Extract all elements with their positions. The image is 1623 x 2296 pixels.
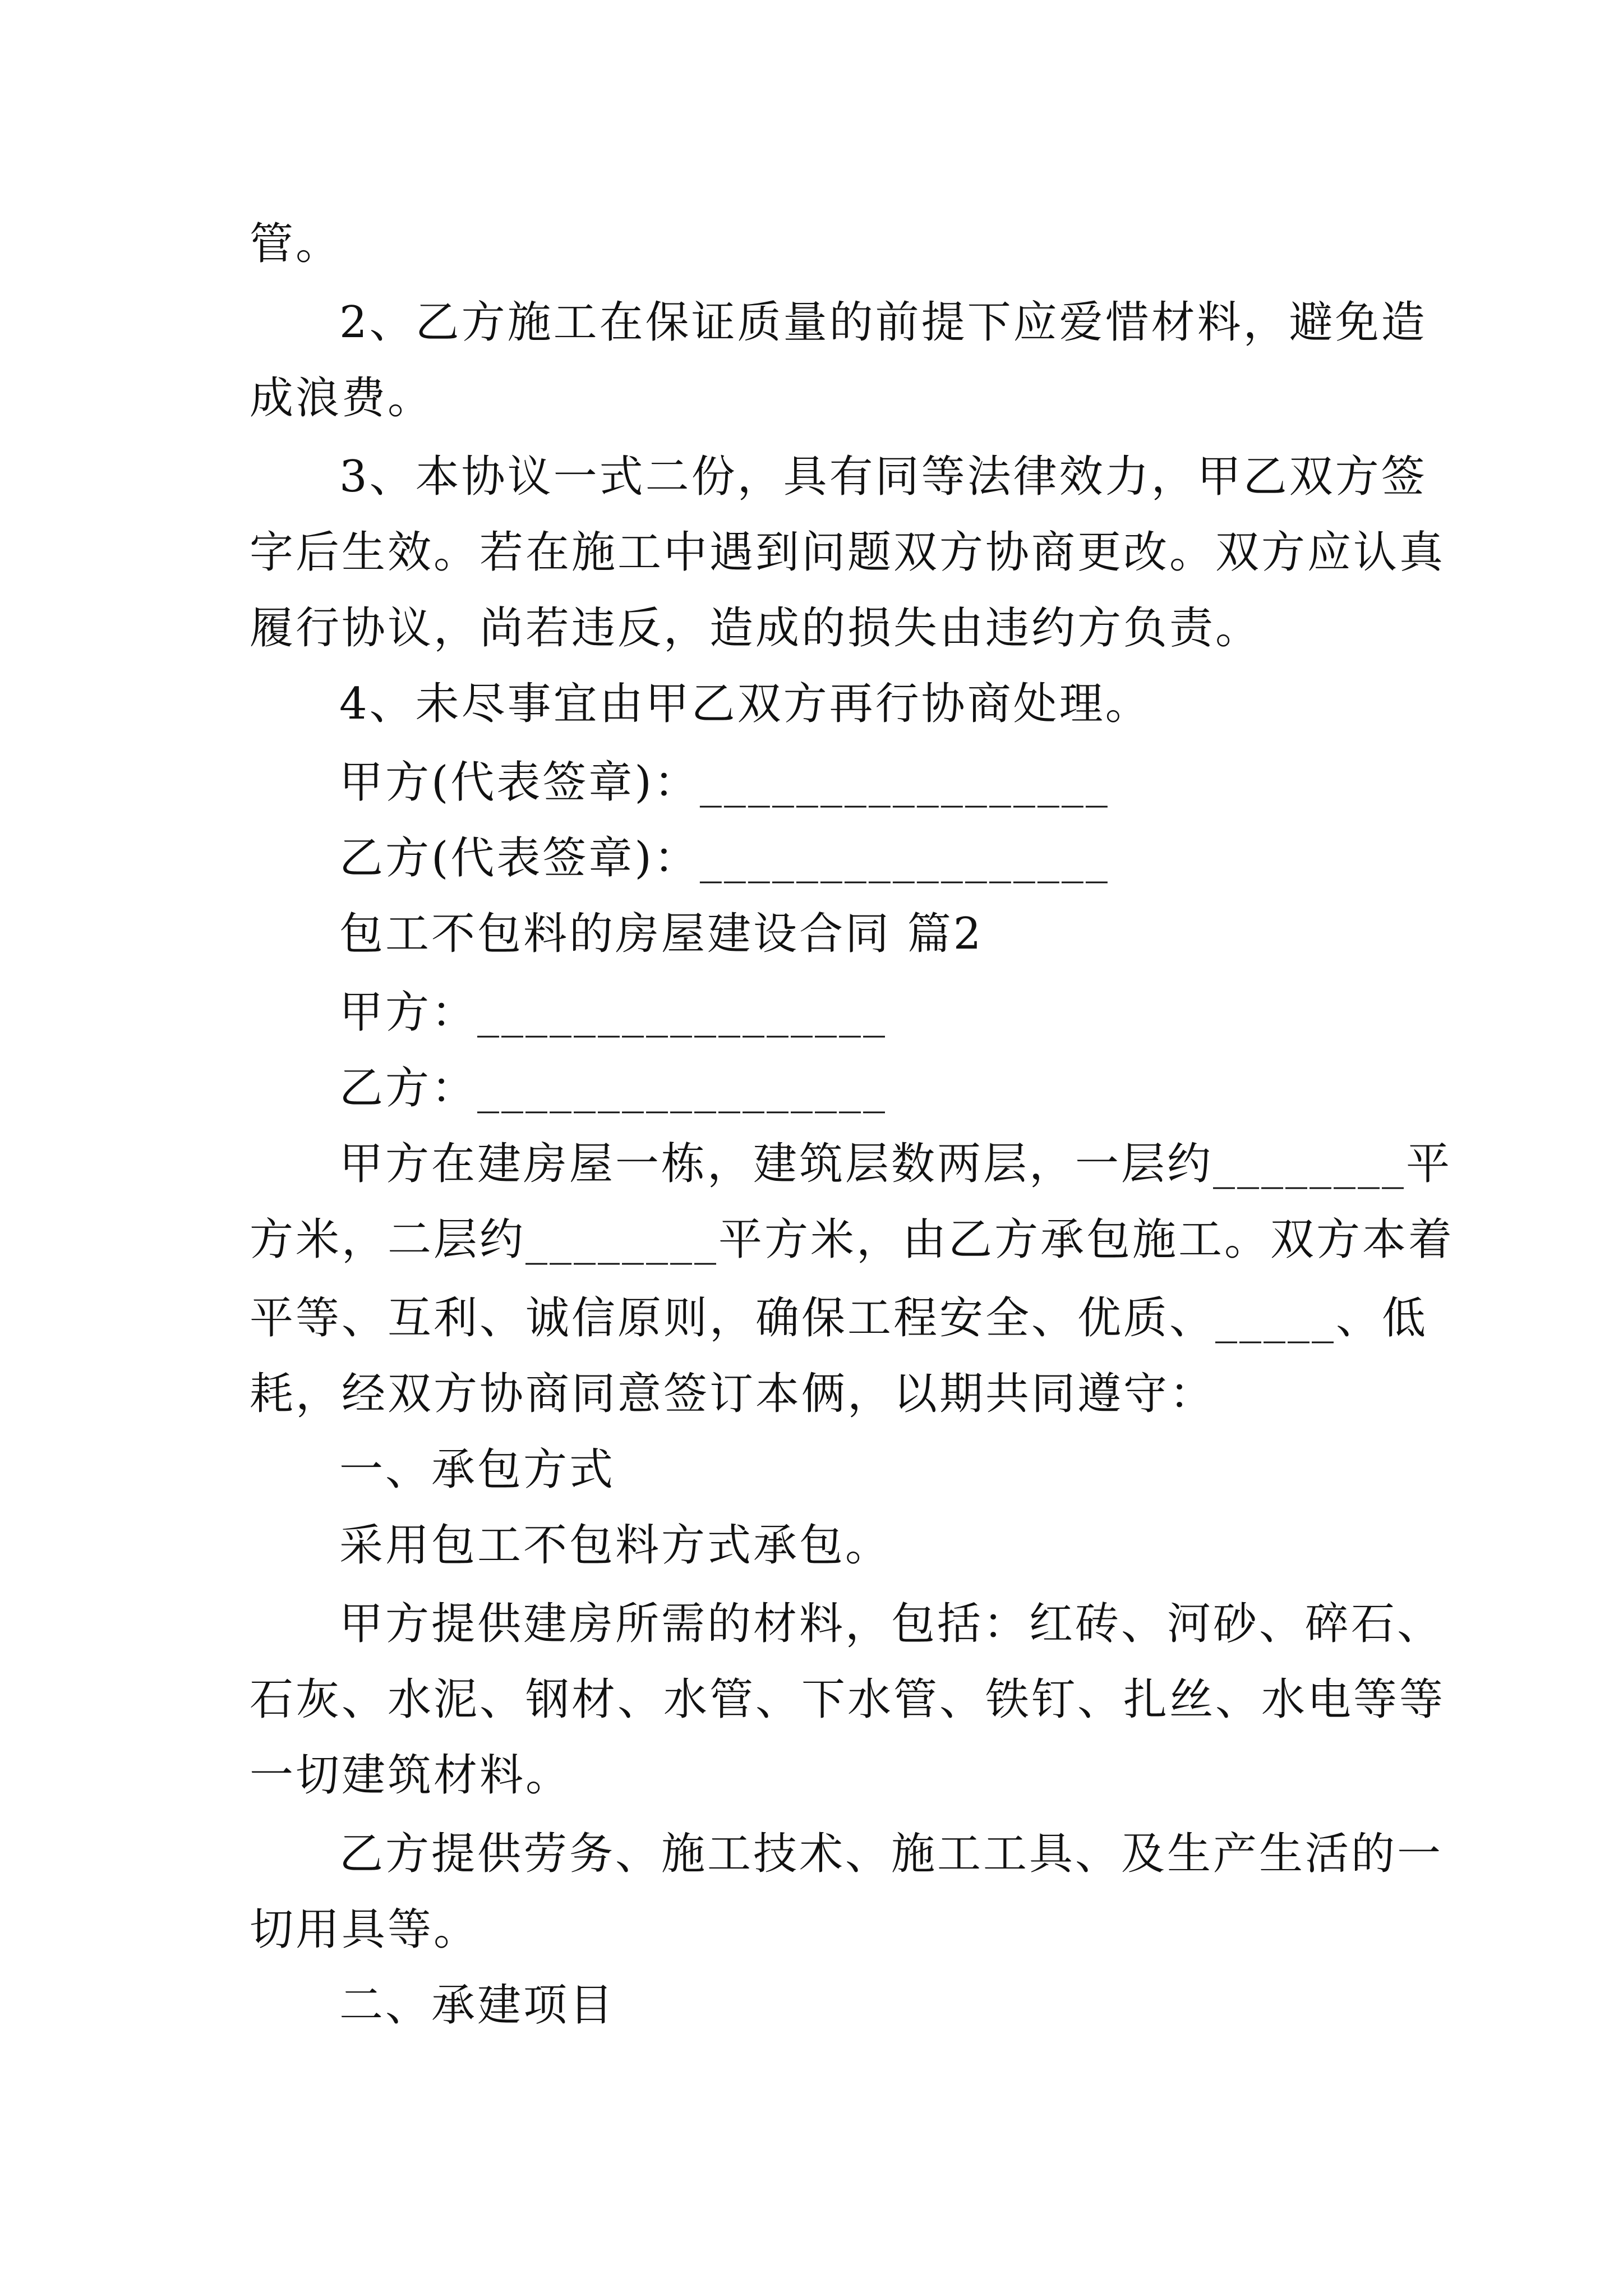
- paragraph-line: 甲方在建房屋一栋，建筑层数两层，一层约________平: [339, 1139, 1453, 1189]
- paragraph-line: 乙方提供劳务、施工技术、施工工具、及生产生活的一: [339, 1829, 1444, 1879]
- paragraph-line: 管。: [250, 219, 342, 269]
- paragraph-line: 平等、互利、诚信原则，确保工程安全、优质、_____、低: [250, 1293, 1428, 1343]
- party-b-line: 乙方：_________________: [339, 1063, 888, 1114]
- signature-line-party-b: 乙方(代表签章)：_________________: [339, 833, 1110, 884]
- party-a-line: 甲方：_________________: [339, 987, 888, 1038]
- paragraph-line: 3、本协议一式二份，具有同等法律效力，甲乙双方签: [339, 452, 1427, 502]
- paragraph-line: 4、未尽事宜由甲乙双方再行协商处理。: [339, 679, 1151, 729]
- paragraph-line: 甲方提供建房所需的材料，包括：红砖、河砂、碎石、: [339, 1599, 1444, 1649]
- paragraph-line: 2、乙方施工在保证质量的前提下应爱惜材料，避免造: [339, 297, 1427, 348]
- paragraph-line: 履行协议，尚若违反，造成的损失由违约方负责。: [250, 603, 1262, 654]
- clause-heading: 一、承包方式: [339, 1444, 616, 1495]
- section-heading: 包工不包料的房屋建设合同 篇2: [339, 909, 984, 959]
- paragraph-line: 石灰、水泥、钢材、水管、下水管、铁钉、扎丝、水电等等: [250, 1674, 1446, 1725]
- paragraph-line: 字后生效。若在施工中遇到问题双方协商更改。双方应认真: [250, 527, 1446, 578]
- signature-line-party-a: 甲方(代表签章)：_________________: [339, 757, 1110, 808]
- paragraph-line: 采用包工不包料方式承包。: [339, 1520, 892, 1571]
- paragraph-line: 成浪费。: [250, 373, 434, 424]
- paragraph-line: 耗，经双方协商同意签订本俩，以期共同遵守：: [250, 1369, 1216, 1419]
- clause-heading: 二、承建项目: [339, 1980, 616, 2031]
- paragraph-line: 方米，二层约________平方米，由乙方承包施工。双方本着: [250, 1214, 1455, 1265]
- paragraph-line: 切用具等。: [250, 1904, 480, 1955]
- paragraph-line: 一切建筑材料。: [250, 1750, 572, 1801]
